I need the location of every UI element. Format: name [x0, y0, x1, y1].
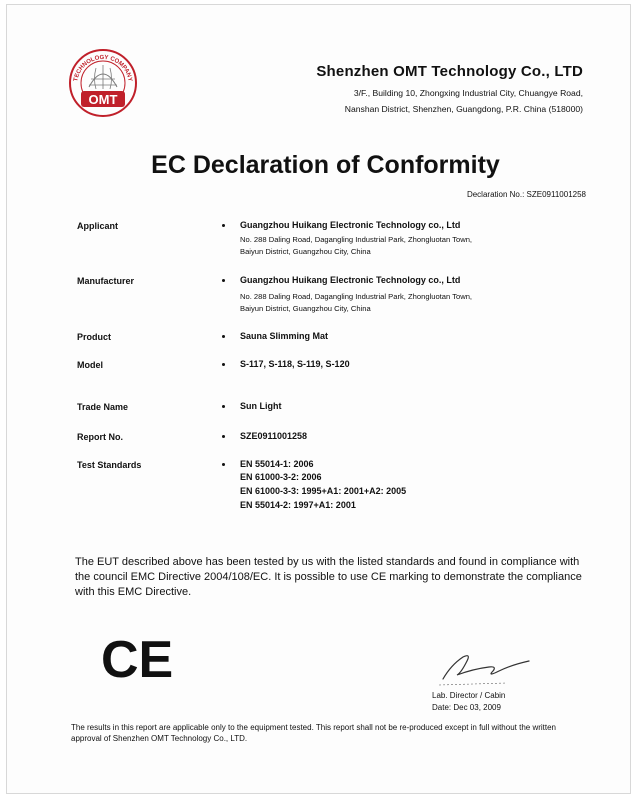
manufacturer-name: Guangzhou Huikang Electronic Technology co., Ltd [240, 275, 461, 285]
report-no-value: SZE0911001258 [240, 431, 308, 441]
certificate-page [6, 4, 631, 794]
test-standard-item: EN 55014-1: 2006 [240, 459, 314, 469]
bullet-dot [222, 224, 225, 227]
bullet-dot [222, 463, 225, 466]
test-standard-item: EN 61000-3-3: 1995+A1: 2001+A2: 2005 [240, 486, 407, 496]
trade-name-label: Trade Name [77, 402, 129, 412]
declaration-number: Declaration No.: SZE0911001258 [466, 190, 586, 199]
bullet-dot [222, 435, 225, 438]
ce-mark-text: CE [101, 633, 174, 683]
test-standard-item: EN 61000-3-2: 2006 [240, 472, 322, 482]
applicant-label: Applicant [77, 221, 119, 231]
manufacturer-address-line2: Baiyun District, Guangzhou City, China [240, 304, 371, 313]
document-title: EC Declaration of Conformity [151, 151, 500, 179]
signatory-role: Lab. Director / Cabin [432, 691, 506, 700]
compliance-statement: The EUT described above has been tested by us with the listed standards and found in compliance with the council EMC Directive 2004/108/EC. It is possible to use CE marking to demonstrate the compliance with this EMC Directive. [75, 556, 582, 598]
product-value: Sauna Slimming Mat [240, 331, 329, 341]
ce-marking [101, 633, 183, 683]
bullet-dot [222, 363, 225, 366]
signatory-date: Date: Dec 03, 2009 [432, 703, 501, 712]
test-standards-label: Test Standards [77, 460, 142, 470]
manufacturer-address-line1: No. 288 Daling Road, Dagangling Industrial Park, Zhongluotan Town, [240, 292, 473, 301]
applicant-address-line2: Baiyun District, Guangzhou City, China [240, 247, 371, 256]
test-standard-item: EN 55014-2: 1997+A1: 2001 [240, 500, 356, 510]
product-label: Product [77, 332, 112, 342]
bullet-dot [222, 405, 225, 408]
model-label: Model [77, 360, 103, 370]
company-address-line2: Nanshan District, Shenzhen, Guangdong, P.R. China (518000) [344, 104, 583, 114]
bullet-dot [222, 335, 225, 338]
company-logo [67, 47, 139, 119]
trade-name-value: Sun Light [240, 401, 282, 411]
manufacturer-label: Manufacturer [77, 276, 135, 286]
applicant-name: Guangzhou Huikang Electronic Technology co., Ltd [240, 220, 461, 230]
signature [437, 645, 537, 689]
bullet-dot [222, 279, 225, 282]
logo-text: OMT [88, 92, 118, 107]
report-no-label: Report No. [77, 432, 123, 442]
company-address-line1: 3/F., Building 10, Zhongxing Industrial City, Chuangye Road, [353, 88, 583, 98]
model-value: S-117, S-118, S-119, S-120 [240, 359, 350, 369]
applicant-address-line1: No. 288 Daling Road, Dagangling Industrial Park, Zhongluotan Town, [240, 235, 473, 244]
logo-ring-text: TECHNOLOGY COMPANY [73, 54, 133, 83]
company-name: Shenzhen OMT Technology Co., LTD [316, 63, 583, 80]
footer-disclaimer: The results in this report are applicable only to the equipment tested. This report shall not be re-produced except in full without the written approval of Shenzhen OMT Technology Co., LTD. [71, 723, 557, 743]
